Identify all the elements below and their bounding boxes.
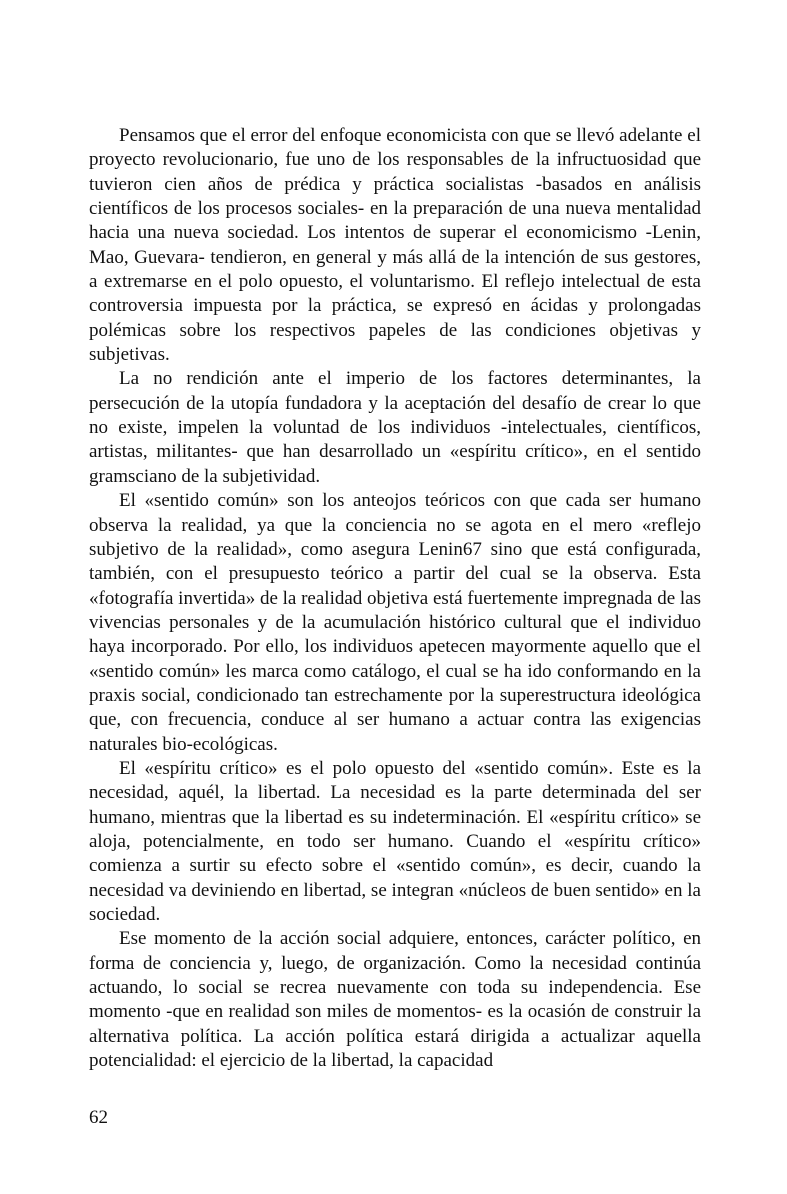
page-number: 62	[89, 1107, 108, 1128]
paragraph-5: Ese momento de la acción social adquiere, entonces, carácter político, en forma de conciencia y, luego, de organización. Como la necesidad continúa actuando, lo social se recrea nuevamente con toda su independencia. Ese momento -que en realidad son miles de momentos- es la ocasión de construir la alternativa política. La acción política estará dirigida a actualizar aquella potencialidad: el ejercicio de la libertad, la capacidad	[89, 928, 701, 1072]
paragraph-2: La no rendición ante el imperio de los factores determinantes, la persecución de la utopía fundadora y la aceptación del desafío de crear lo que no existe, impelen la voluntad de los individuos -intelectuales, científicos, artistas, militantes- que han desarrollado un «espíritu crítico», en el sentido gramsciano de la subjetividad.	[89, 368, 701, 487]
paragraph-4: El «espíritu crítico» es el polo opuesto del «sentido común». Este es la necesidad, aquél, la libertad. La necesidad es la parte determinada del ser humano, mientras que la libertad es su indeterminación. El «espíritu crítico» se aloja, potencialmente, en todo ser humano. Cuando el «espíritu crítico» comienza a surtir su efecto sobre el «sentido común», es decir, cuando la necesidad va deviniendo en libertad, se integran «núcleos de buen sentido» en la sociedad.	[89, 757, 701, 925]
paragraph-3: El «sentido común» son los anteojos teóricos con que cada ser humano observa la realidad, ya que la conciencia no se agota en el mero «reflejo subjetivo de la realidad», como asegura Lenin67 sino que está configurada, también, con el presupuesto teórico a partir del cual se la observa. Esta «fotografía invertida» de la realidad objetiva está fuertemente impregnada de las vivencias personales y de la acumulación histórico cultural que el individuo haya incorporado. Por ello, los individuos apetecen mayormente aquello que el «sentido común» les marca como catálogo, el cual se ha ido conformando en la praxis social, condicionado tan estrechamente por la superestructura ideológica que, con frecuencia, conduce al ser humano a actuar contra las exigencias naturales bio-ecológicas.	[89, 490, 701, 755]
body-text	[89, 124, 701, 1073]
paragraph-1: Pensamos que el error del enfoque economicista con que se llevó adelante el proyecto revolucionario, fue uno de los responsables de la infructuosidad que tuvieron cien años de prédica y práctica socialistas -basados en análisis científicos de los procesos sociales- en la preparación de una nueva mentalidad hacia una nueva sociedad. Los intentos de superar el economicismo -Lenin, Mao, Guevara- tendieron, en general y más allá de la intención de sus gestores, a extremarse en el polo opuesto, el voluntarismo. El reflejo intelectual de esta controversia impuesta por la práctica, se expresó en ácidas y prolongadas polémicas sobre los respectivos papeles de las condiciones objetivas y subjetivas.	[89, 125, 701, 366]
